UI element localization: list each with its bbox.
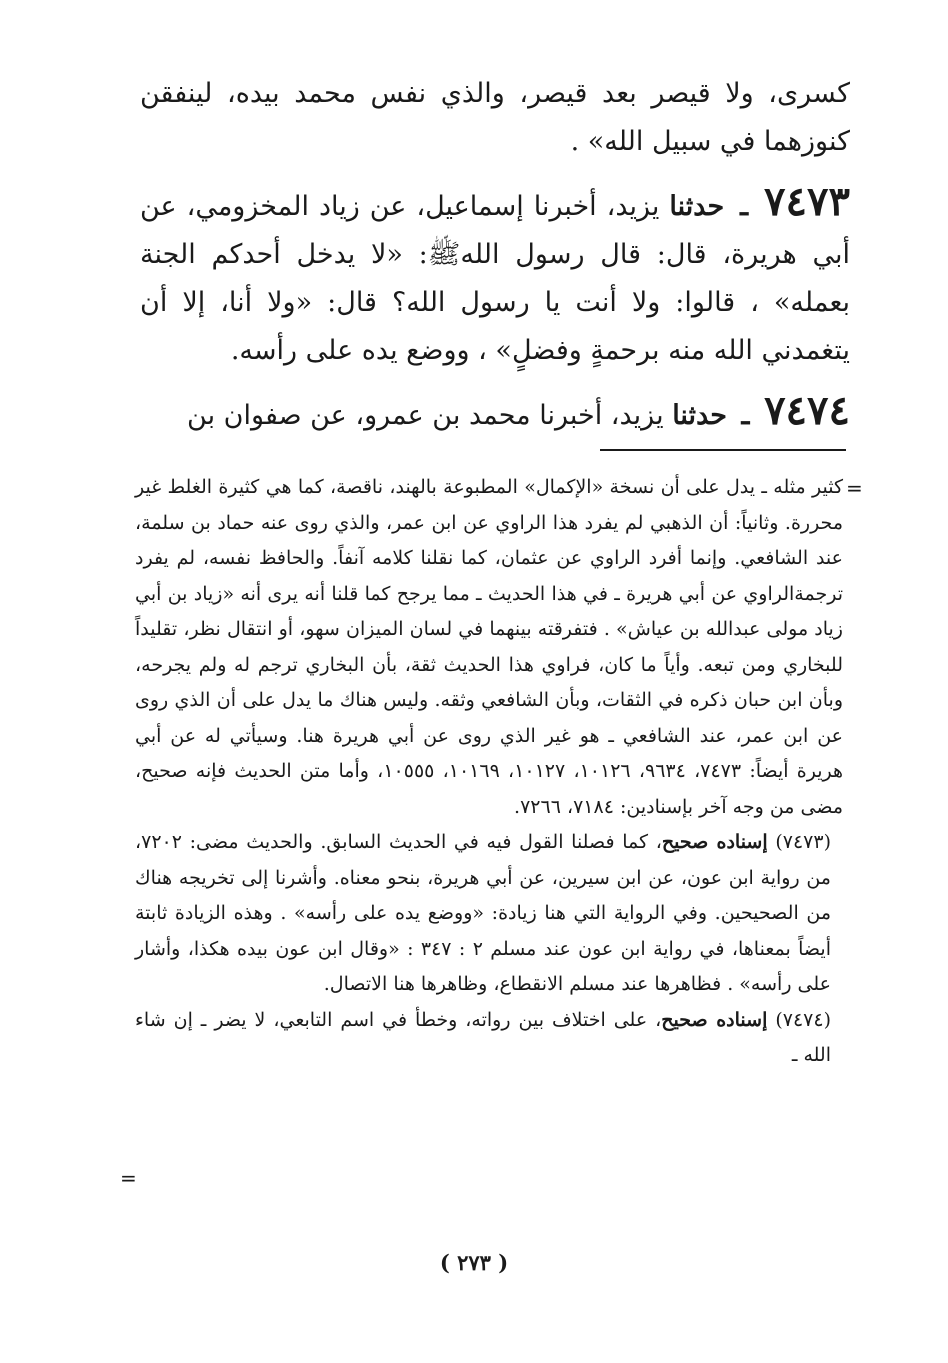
hadith-number: ٧٤٧٣ (764, 178, 850, 225)
hadith-number: ٧٤٧٤ (764, 387, 850, 434)
footnote-divider (600, 449, 846, 451)
footnote-number: (٧٤٧٤) (775, 1008, 831, 1031)
footnotes (135, 470, 843, 1074)
footnote-number: (٧٤٧٣) (775, 831, 831, 853)
page-number: ( ٢٧٣ ) (439, 1250, 509, 1275)
hadith-dash: ـ (741, 400, 750, 431)
footnote-text: ، على اختلاف بين رواته، وخطأ في اسم التابعي، لا يضر ـ إن شاء الله ـ (135, 1008, 831, 1066)
hadith-7474 (140, 387, 850, 440)
footnote-7473 (135, 825, 831, 1003)
hadith-text: يزيد، أخبرنا محمد بن عمرو، عن صفوان بن (187, 400, 664, 431)
continuation-marker: = (846, 476, 863, 500)
hadith-7473 (140, 178, 850, 375)
continuation-paragraph: كسرى، ولا قيصر بعد قيصر، والذي نفس محمد بيده، لينفقن كنوزهما في سبيل الله» . (140, 78, 850, 157)
hadith-lead: حدثنا (669, 191, 725, 222)
footnote-text: ، كما فصلنا القول فيه في الحديث السابق. والحديث مضى: ٧٢٠٢، من رواية ابن عون، عن ابن سيرين، عن أبي هريرة، بنحو معناه. وأشرنا إلى تخريجه هناك من الصحيحين. وفي الرواية التي هنا زيادة: «ووضع يده على رأسه» . وهذه الزيادة ثابتة أيضاً بمعناها، في رواية ابن عون عند مسلم ٢ : ٣٤٧ : «وقال ابن عون بيده هكذا، وأشار على رأسه» . فظاهرها عند مسلم الانقطاع، وظاهرها هنا الاتصال. (135, 831, 831, 995)
hadith-dash: ـ (740, 191, 749, 222)
hadith-text: يزيد، أخبرنا إسماعيل، عن زياد المخزومي، عن أبي هريرة، قال: قال رسول اللهﷺ: «لا يدخل أحدكم الجنة بعمله» ، قالوا: ولا أنت يا رسول الله؟ قال: «ولا أنا، إلا أن يتغمدني الله منه برحمةٍ وفضلٍ» ، ووضع يده على رأسه. (140, 191, 850, 366)
main-text (140, 70, 850, 440)
footnote-continuation: كثير مثله ـ يدل على أن نسخة «الإكمال» المطبوعة بالهند، ناقصة، كما هي كثيرة الغلط غير محررة. وثانياً: أن الذهبي لم يفرد هذا الراوي عن ابن عمر، والذي روى عنه حماد بن سلمة، عند الشافعي. وإنما أفرد الراوي عن عثمان، كما نقلنا كلامه آنفاً. والحافظ نفسه، لم يفرد ترجمةالراوي عن أبي هريرة ـ في هذا الحديث ـ مما يرجح كما قلنا أنه يرى أنه «زياد بن أبي زياد مولى عبدالله بن عياش» . فتفرقته بينهما في لسان الميزان سهو، أو انتقال نظر، تقليداً للبخاري ومن تبعه. وأياً ما كان، فراوي هذا الحديث ثقة، بأن البخاري ترجم له ولم يجرحه، وبأن ابن حبان ذكره في الثقات، وبأن الشافعي وثقه. وليس هناك ما يدل على أن الذي روى عن ابن عمر، عند الشافعي ـ هو غير الذي روى عن أبي هريرة هنا. وسيأتي له عن أبي هريرة أيضاً: ٧٤٧٣، ٩٦٣٤، ١٠١٢٦، ١٠١٢٧، ١٠١٦٩، ١٠٥٥٥، وأما متن الحديث فإنه صحيح، مضى من وجه آخر بإسنادين: ٧١٨٤، ٧٢٦٦. (135, 476, 844, 818)
footnote-7474 (135, 1003, 831, 1074)
hadith-lead: حدثنا (672, 400, 727, 431)
footnote-heading: إسناده صحيح (661, 1008, 768, 1031)
footnote-heading: إسناده صحيح (661, 831, 768, 853)
continued-marker: = (120, 1166, 137, 1190)
